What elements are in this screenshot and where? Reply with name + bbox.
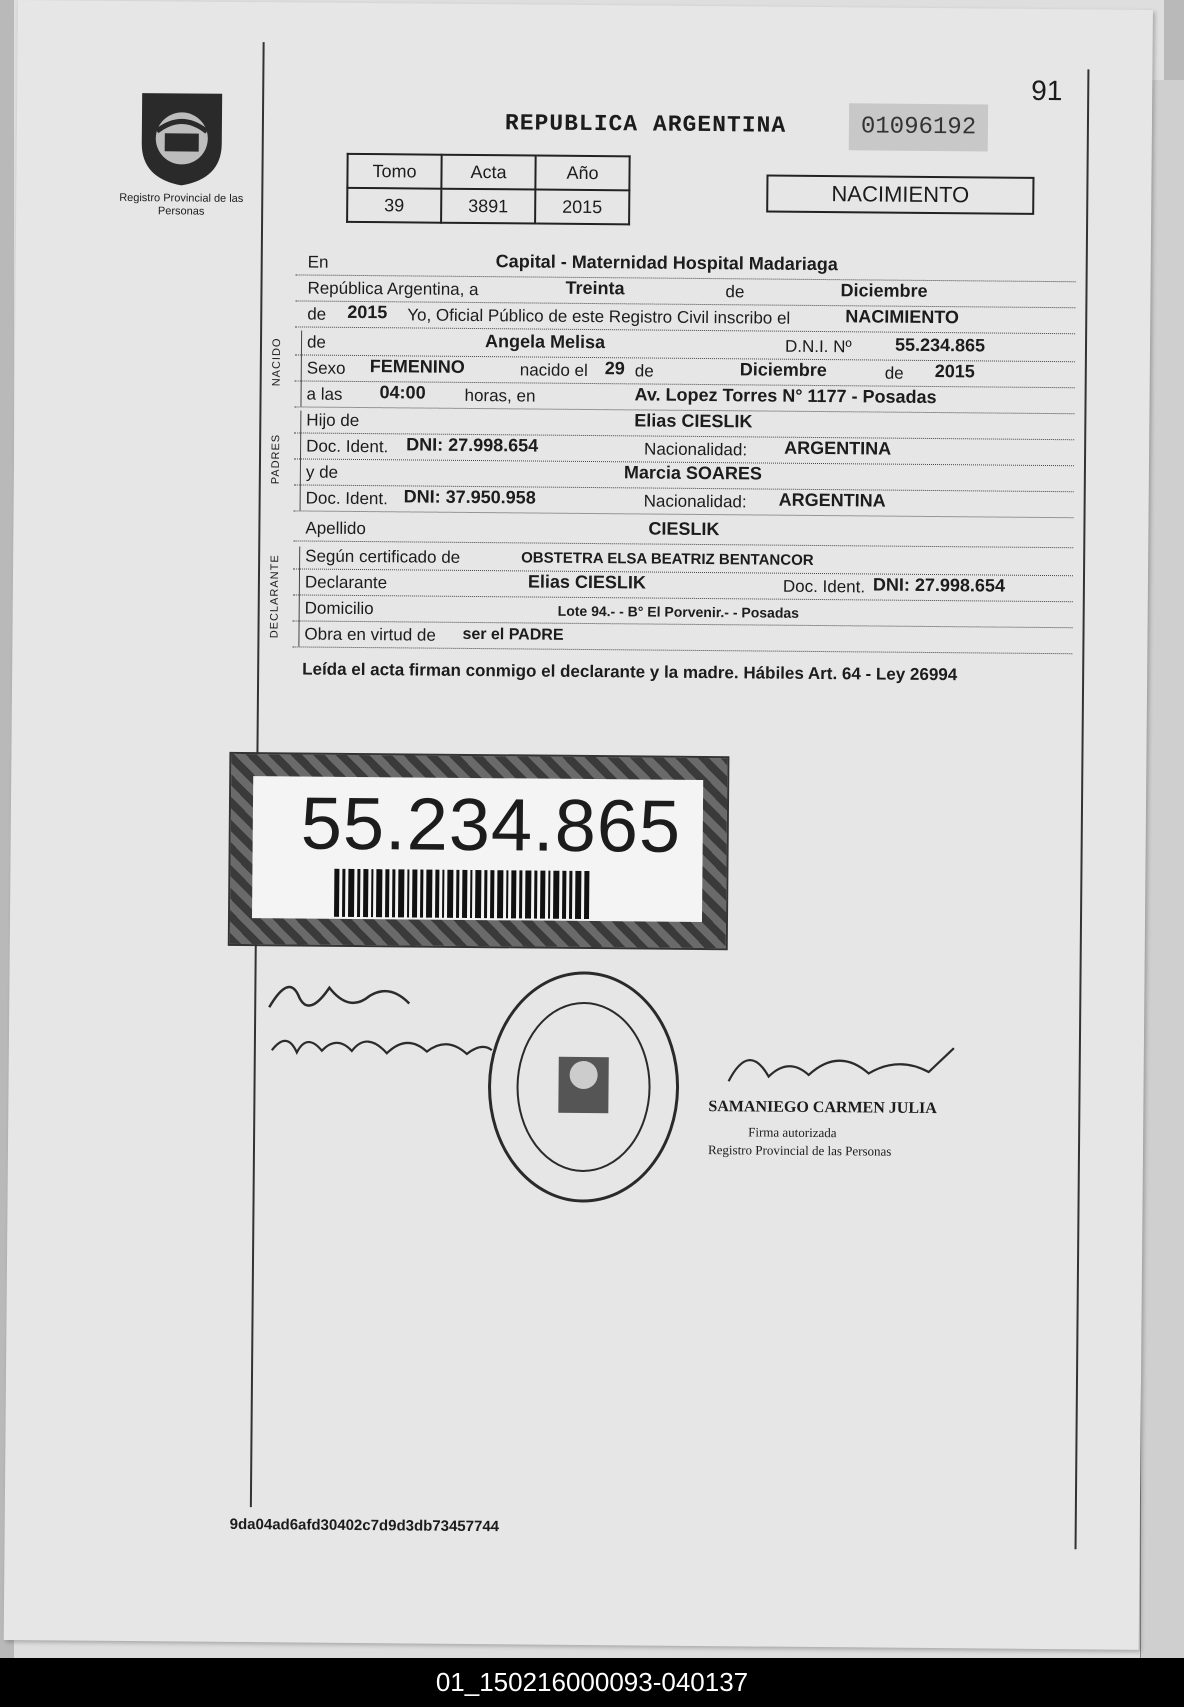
logo-caption: Registro Provincial de las Personas [119, 191, 244, 218]
nacido-side-label: NACIDO [270, 337, 284, 387]
certificate-form [268, 248, 1086, 715]
label-declarante: Declarante [304, 572, 388, 593]
dni-big-number: 55.234.865 [300, 781, 682, 868]
closing-statement: Leída el acta firman conmigo el declarante y la madre. Hábiles Art. 64 - Ley 26994 [302, 659, 958, 685]
value-declarante: Elias CIESLIK [527, 571, 647, 593]
label-de-month: de [634, 361, 654, 381]
label-mother-doc: Doc. Ident. [305, 488, 388, 509]
value-child-dni: 55.234.865 [894, 334, 986, 356]
label-sexo: Sexo [306, 358, 346, 378]
value-sexo: FEMENINO [369, 356, 465, 377]
label-mother-nat: Nacionalidad: [643, 491, 747, 512]
value-apellido: CIESLIK [648, 518, 720, 540]
label-obra: Obra en virtud de [304, 624, 436, 645]
label-dni: D.N.I. Nº [784, 336, 852, 357]
registry-header-tomo: Tomo [347, 154, 441, 189]
document-title: REPUBLICA ARGENTINA [504, 110, 787, 139]
value-cert: OBSTETRA ELSA BEATRIZ BENTANCOR [521, 549, 814, 569]
label-republica: República Argentina, a [307, 278, 479, 300]
label-cert: Según certificado de [305, 546, 461, 567]
value-declarante-doc: DNI: 27.998.654 [872, 574, 1006, 596]
declarante-side-label: DECLARANTE [268, 554, 282, 639]
registry-value-acta: 3891 [441, 189, 535, 224]
value-birth-day: 29 [604, 358, 625, 379]
value-father-nat: ARGENTINA [784, 437, 892, 459]
registry-stamp [477, 964, 699, 1216]
form-row-obra [292, 620, 1072, 654]
label-declarante-doc: Doc. Ident. [782, 576, 866, 597]
label-y-de: y de [305, 462, 339, 482]
form-row-mother-doc [294, 484, 1074, 518]
value-mother: Marcia SOARES [623, 462, 763, 484]
label-de-birth-year: de [884, 363, 904, 383]
registry-header-acta: Acta [441, 155, 535, 190]
scan-file-id: 01_150216000093-040137 [0, 1658, 1184, 1707]
mother-signature [267, 1020, 497, 1080]
label-a-las: a las [306, 384, 343, 404]
registry-header-ano: Año [535, 156, 629, 191]
label-de-year: de [307, 304, 327, 324]
province-seal-logo [119, 83, 244, 218]
document-hash: 9da04ad6afd30402c7d9d3db73457744 [229, 1515, 500, 1536]
value-mother-doc: DNI: 37.950.958 [403, 486, 536, 508]
registry-value-tomo: 39 [347, 188, 441, 223]
record-type-box: NACIMIENTO [766, 175, 1034, 215]
registry-value-ano: 2015 [535, 190, 629, 225]
page-number: 91 [1031, 74, 1063, 107]
value-obra: ser el PADRE [462, 625, 564, 644]
label-apellido: Apellido [305, 518, 366, 539]
value-record-word: NACIMIENTO [845, 306, 960, 328]
officer-office: Registro Provincial de las Personas [707, 1142, 892, 1159]
serial-number: 01096192 [849, 103, 989, 151]
label-domicilio: Domicilio [304, 598, 374, 619]
value-hour: 04:00 [379, 382, 426, 403]
birth-certificate-page [4, 0, 1153, 1650]
value-day-words: Treinta [565, 277, 625, 299]
value-domicilio: Lote 94.- - B° El Porvenir.- - Posadas [557, 602, 800, 621]
value-father: Elias CIESLIK [634, 410, 753, 432]
registry-table [346, 153, 631, 225]
value-birth-year: 2015 [934, 361, 975, 382]
padres-side-label: PADRES [269, 433, 283, 485]
label-father-doc: Doc. Ident. [306, 436, 389, 457]
label-horas: horas, en [464, 385, 536, 406]
value-father-doc: DNI: 27.998.654 [406, 434, 539, 456]
value-mother-nat: ARGENTINA [778, 489, 886, 511]
label-de: de [725, 282, 745, 302]
barcode-label-inner [252, 776, 703, 922]
officer-stamp [708, 1036, 969, 1178]
value-month: Diciembre [840, 280, 928, 301]
value-birth-month: Diciembre [739, 359, 827, 381]
value-child-name: Angela Melisa [484, 331, 606, 353]
value-place: Capital - Maternidad Hospital Madariaga [495, 251, 838, 275]
value-year: 2015 [347, 301, 388, 323]
value-birth-address: Av. Lopez Torres N° 1177 - Posadas [634, 384, 937, 408]
label-inscribo: Yo, Oficial Público de este Registro Civil inscribo el [407, 305, 791, 328]
label-en: En [307, 252, 329, 272]
label-de-name: de [306, 332, 327, 352]
officer-role: Firma autorizada [748, 1124, 837, 1141]
dni-barcode-label [228, 752, 730, 950]
label-father-nat: Nacionalidad: [644, 439, 748, 460]
label-hijo-de: Hijo de [306, 410, 360, 430]
officer-name: SAMANIEGO CARMEN JULIA [708, 1098, 937, 1118]
label-nacido-el: nacido el [519, 360, 588, 380]
barcode-bars [334, 869, 589, 919]
